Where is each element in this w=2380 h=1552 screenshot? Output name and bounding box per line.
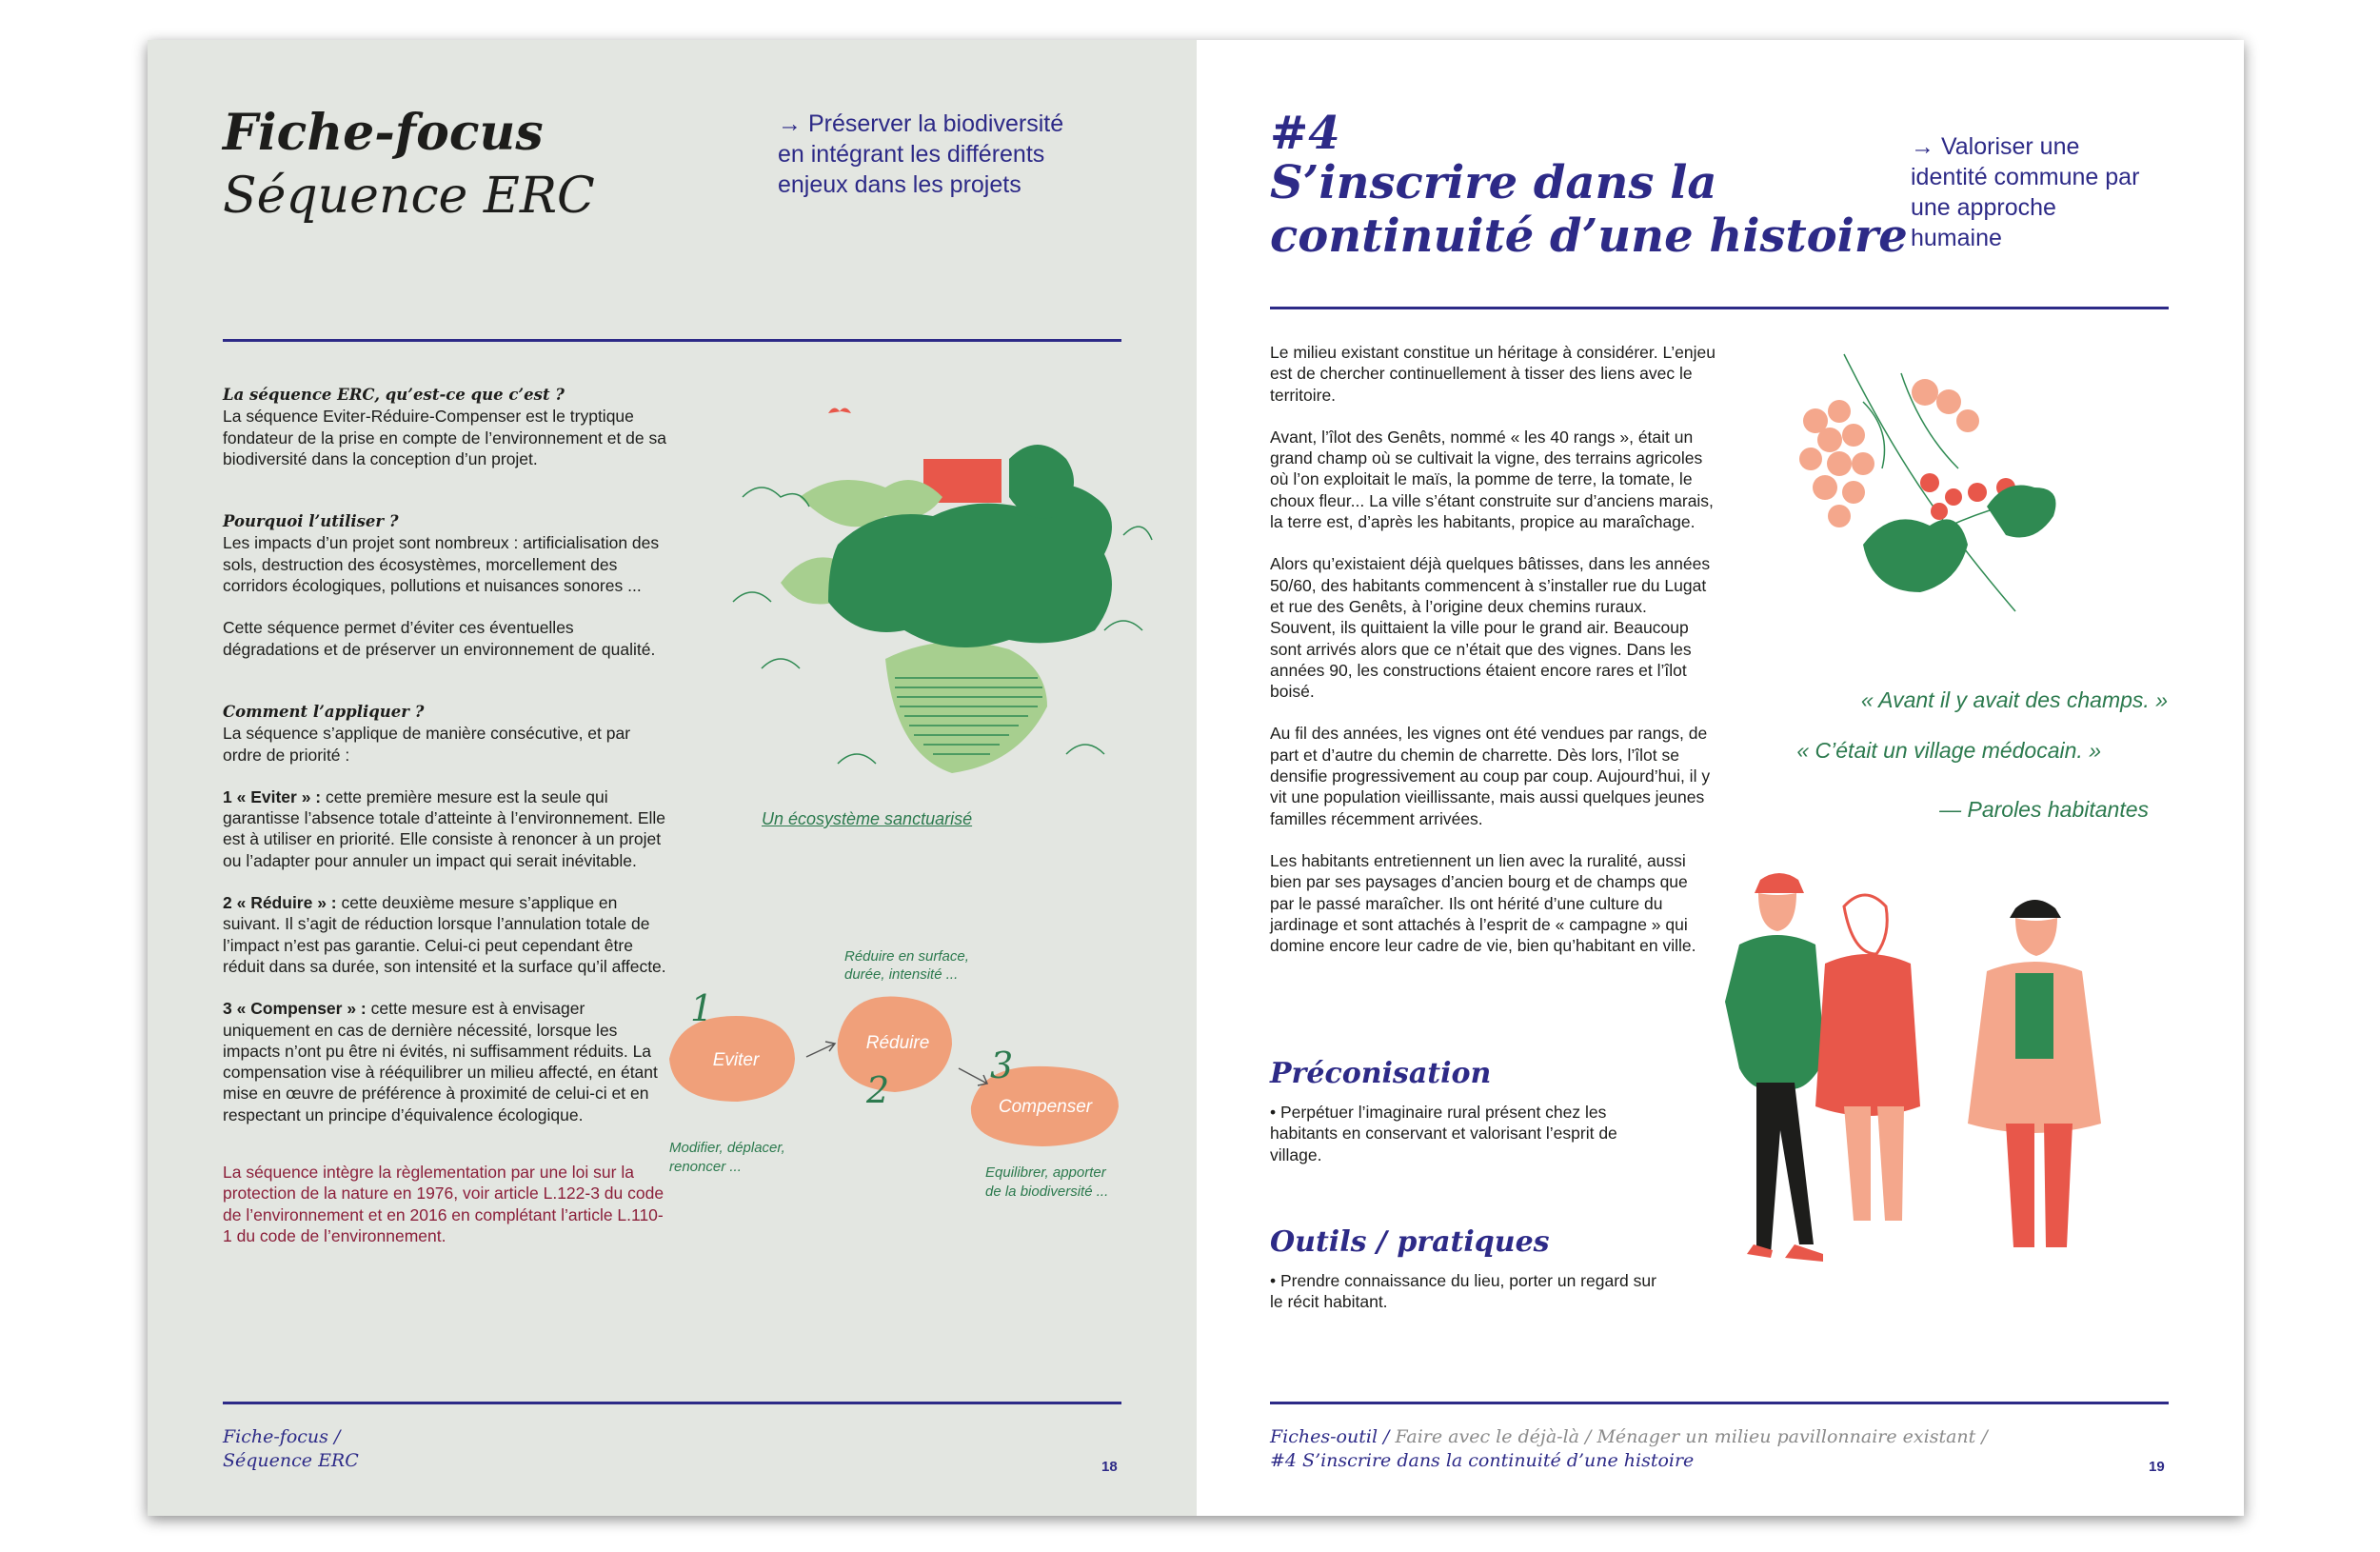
page-title: S’inscrire dans la continuité d’une histoire [1270,156,1908,263]
person-middle [1815,895,1920,1221]
title-line-2: Séquence ERC [223,168,595,225]
arrow-1 [806,1042,835,1057]
right-page [1197,40,2244,1516]
footer-line-2: Séquence ERC [223,1450,359,1471]
step-compenser-label: 3 « Compenser » : [223,999,367,1019]
ecosystem-map-illustration [724,364,1171,821]
title-line-1: Fiche-focus [223,104,544,162]
erc-text-column [223,385,670,1246]
paragraph-2: Avant, l’îlot des Genêts, nommé « les 40 rangs », était un grand champ où se cultivait la vigne, des terrains agricoles où l’on exploitait le maïs, la pomme de terre, la tomate, le choux fleur... La ville s’étant construite sur d’anciens marais, la terre est, d’après les habitants, propice au maraîchage. [1270,427,1714,532]
paragraph-3: Alors qu’existaient déjà quelques bâtisses, dans les années 50/60, des habitants commencent à s’installer rue du Lugat et rue des Genêts, à l’origine deux chemins ruraux. Souvent, ils quittaient la ville pour le grand air. Beaucoup sont arrivés alors que ce n’était que des vignes. Dans les années 90, les constructions étaient encore rares et l’îlot boisé. [1270,554,1711,702]
answer-what: La séquence Eviter-Réduire-Compenser est le tryptique fondateur de la prise en compte de l’environnement et de sa biodiversité dans la conception d’un projet. [223,407,666,468]
reduire-label: Réduire [865,1033,930,1053]
footer-lead: Fiches-outil / [1270,1426,1390,1447]
quote-1: « Avant il y avait des champs. » [1860,687,2168,712]
note-reduire-2: durée, intensité ... [844,966,959,983]
sheet-number: #4 [1270,107,1340,160]
top-rule [223,339,1121,342]
quote-2: « C’était un village médocain. » [1796,738,2101,763]
answer-why-2: Cette séquence permet d’éviter ces éventuelles dégradations et de préserver un environnement de qualité. [223,618,656,659]
step-eviter-label: 1 « Eviter » : [223,786,322,806]
map-caption: Un écosystème sanctuarisé [762,809,973,828]
top-rule [1270,307,2169,309]
person-left [1725,873,1825,1262]
law-note: La séquence intègre la règlementation par une loi sur la protection de la nature en 1976, voir article L.122-3 du code de l’environnement et en 2016 en complétant l’article L.110-1 du code de l’environnement. [223,1163,664,1245]
bottom-rule [1270,1402,2169,1404]
note-eviter-2: renoncer ... [669,1159,742,1175]
step-reduire [223,892,670,977]
subtitle: → Préserver la biodiversité en intégrant les différents enjeux dans les projets [778,110,1064,198]
paragraph-1: Le milieu existant constitue un héritage à considérer. L’enjeu est de chercher continuellement à tisser des liens avec le territoire. [1270,343,1716,405]
history-text-column [1270,342,1716,956]
answer-how: La séquence s’applique de manière consécutive, et par ordre de priorité : [223,724,631,765]
footer-running-title [1270,1425,2127,1473]
preconisation-item: • Perpétuer l’imaginaire rural présent chez les habitants en conservant et valorisant l’esprit de village. [1270,1103,1617,1164]
step-compenser-text: cette mesure est à envisager uniquement en cas de dernière nécessité, lorsque les impacts n’ont pu être ni évités, ni suffisamment réduits. La compensation vise à rééquilibrer un milieu affecté, en étant mise en œuvre de préférence à proximité de celui-ci et en respectant un principe d’équivalence écologique. [223,999,658,1124]
page-number: 18 [1101,1459,1118,1475]
footer-line-1 [1270,1425,2127,1449]
note-compenser-2: de la biodiversité ... [985,1184,1109,1200]
eviter-label: Eviter [712,1050,760,1070]
outils-heading: Outils / pratiques [1270,1225,1550,1259]
note-reduire-1: Réduire en surface, [844,948,969,965]
question-how: Comment l’appliquer ? [223,702,425,721]
outils-item: • Prendre connaissance du lieu, porter un regard sur le récit habitant. [1270,1271,1656,1312]
quote-attribution: — Paroles habitantes [1939,797,2149,822]
step-reduire-label: 2 « Réduire » : [223,893,337,913]
paragraph-4: Au fil des années, les vignes ont été vendues par rangs, de part et d’autre du chemin de charrette. Dès lors, l’îlot se densifie progressivement au coup par coup. Aujourd’hui, il y vit une population vieillissante, mais aussi quelques jeunes familles récemment arrivées. [1270,724,1711,828]
footer-line-2: #4 S’inscrire dans la continuité d’une histoire [1270,1450,1695,1471]
question-why: Pourquoi l’utiliser ? [223,512,399,531]
left-page [148,40,1197,1516]
page-title [223,102,595,228]
document-spread [148,40,2244,1516]
question-what: La séquence ERC, qu’est-ce que c’est ? [223,386,565,404]
step-number-1: 1 [690,987,714,1029]
note-eviter-1: Modifier, déplacer, [669,1140,785,1156]
paragraph-5: Les habitants entretiennent un lien avec la ruralité, aussi bien par ses paysages d’ancien bourg et de champs que par le passé maraîcher. Ils ont hérité d’une culture du jardinage et sont attachés à l’esprit de « campagne » qui domine encore leur cadre de vie, bien qu’habitant en ville. [1270,850,1696,956]
residents-illustration [1701,868,2149,1316]
compenser-label: Compenser [998,1097,1093,1117]
step-reduire-text: cette deuxième mesure s’applique en suivant. Il s’agit de réduction lorsque l’annulation totale de l’impact n’est pas garantie. Celui-ci peut cependant être réduit dans sa durée, son intensité et la surface qu’il affecte. [223,893,666,976]
step-eviter-text: cette première mesure est la seule qui garantisse l’absence totale d’atteinte à l’environnement. Elle est à utiliser en priorité. Elle consiste à renoncer à un projet ou l’adapter pour annuler un impact qui serait inévitable. [223,786,666,870]
page-number: 19 [2149,1459,2165,1475]
answer-why: Les impacts d’un projet sont nombreux : artificialisation des sols, destruction des écosystèmes, morcellement des corridors écologiques, pollutions et nuisances sonores ... [223,533,660,596]
step-number-2: 2 [866,1069,890,1111]
note-compenser-1: Equilibrer, apporter [985,1164,1106,1181]
footer-running-title [223,1425,359,1473]
footer-line-1: Fiche-focus / [223,1426,341,1447]
step-compenser [223,998,670,1125]
arrow-2 [959,1068,987,1085]
erc-diagram [662,916,1119,1221]
step-number-3: 3 [990,1045,1014,1086]
footer-path: Faire avec le déjà-là / Ménager un milieu pavillonnaire existant / [1389,1426,1988,1447]
vine-illustration [1787,345,2073,621]
preconisation-heading: Préconisation [1270,1057,1492,1090]
bird-icon [828,408,851,413]
subtitle: → Valoriser une identité commune par une approche humaine [1911,133,2140,251]
step-eviter [223,786,670,871]
bottom-rule [223,1402,1121,1404]
person-right [1968,900,2101,1247]
